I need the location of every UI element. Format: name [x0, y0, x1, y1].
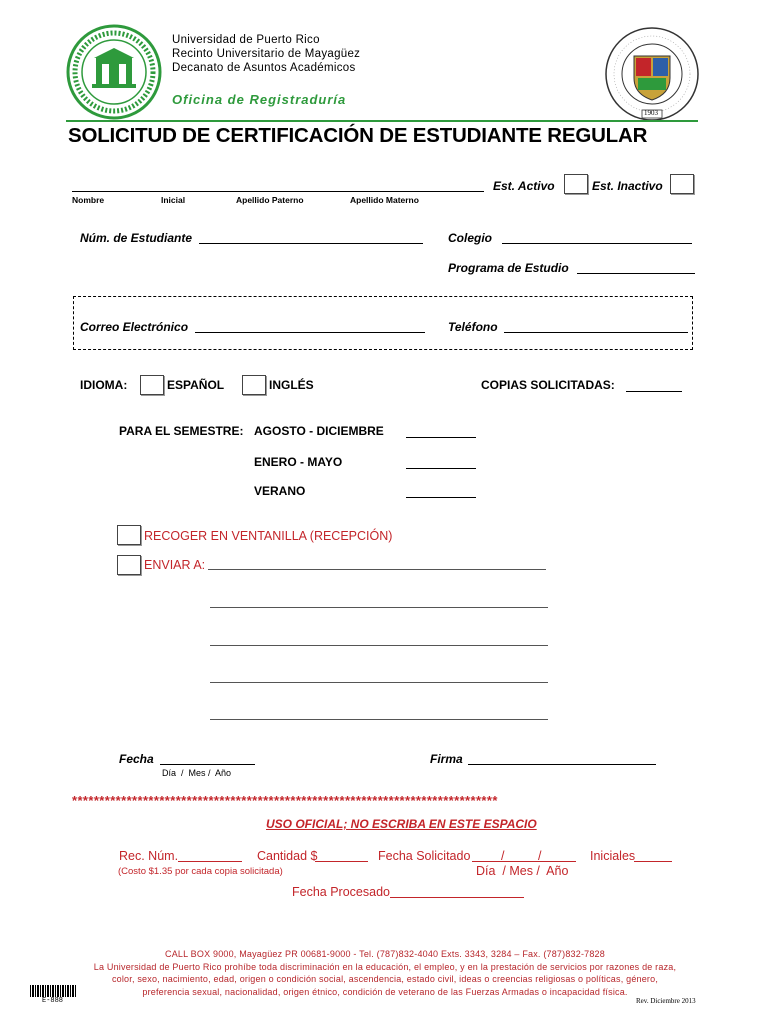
- footer-policy-3: preferencia sexual, nacionalidad, origen étnico, condición de veterano de las Fuerzas Armadas o incapacidad física.: [142, 986, 628, 997]
- footer-policy-2: color, sexo, nacimiento, edad, origen o condición social, ascendencia, estado civil, ideas o creencias religiosas o políticas, género,: [111, 974, 659, 984]
- signature-input[interactable]: [468, 764, 656, 765]
- seal-year: 1903: [644, 109, 658, 117]
- semester-summer-input[interactable]: [406, 497, 476, 498]
- quantity-input[interactable]: [315, 861, 368, 862]
- status-inactive-checkbox[interactable]: [670, 174, 694, 194]
- send-to-label: ENVIAR A:: [144, 558, 206, 572]
- semester-aug-dec-input[interactable]: [406, 437, 476, 438]
- form-barcode: [30, 985, 76, 997]
- english-checkbox[interactable]: [242, 375, 266, 395]
- name-input-line[interactable]: [72, 191, 484, 192]
- semester-summer: VERANO: [254, 484, 306, 498]
- receipt-input[interactable]: [178, 861, 242, 862]
- official-date-format: Día / Mes / Año: [476, 864, 569, 878]
- student-number-label: Núm. de Estudiante: [80, 231, 193, 245]
- paternal-surname-sublabel: Apellido Paterno: [236, 195, 304, 205]
- receipt-label: Rec. Núm.: [119, 849, 179, 863]
- form-title: SOLICITUD DE CERTIFICACIÓN DE ESTUDIANTE REGULAR: [68, 124, 648, 147]
- address-line-5[interactable]: [210, 719, 548, 720]
- initial-sublabel: Inicial: [161, 195, 186, 205]
- college-label: Colegio: [448, 231, 492, 245]
- status-inactive-label: Est. Inactivo: [592, 179, 663, 193]
- semester-label: PARA EL SEMESTRE:: [119, 424, 244, 438]
- form-code: E-888: [42, 997, 64, 1005]
- address-line-3[interactable]: [210, 645, 548, 646]
- date-requested-input[interactable]: [472, 861, 576, 862]
- upr-seal-logo: [604, 26, 700, 122]
- email-input[interactable]: [195, 332, 425, 333]
- date-input[interactable]: [160, 764, 255, 765]
- footer-policy-1: La Universidad de Puerto Rico prohíbe toda discriminación en la educación, el empleo, y en la prestación de servicios por razones de raza,: [93, 961, 677, 972]
- phone-input[interactable]: [504, 332, 688, 333]
- address-line-4[interactable]: [210, 682, 548, 683]
- address-line-1[interactable]: [208, 569, 546, 570]
- email-label: Correo Electrónico: [80, 320, 189, 334]
- office-name: Oficina de Registraduría: [172, 92, 347, 107]
- cost-note: (Costo $1.35 por cada copia solicitada): [118, 866, 283, 877]
- address-line-2[interactable]: [210, 607, 548, 608]
- quantity-label: Cantidad $: [257, 849, 318, 863]
- date-format-hint: Día / Mes / Año: [162, 768, 232, 778]
- pickup-label: RECOGER EN VENTANILLA (RECEPCIÓN): [144, 529, 393, 543]
- status-active-label: Est. Activo: [493, 179, 555, 193]
- official-divider-stars: ******************************************************************************: [72, 793, 498, 808]
- copies-input[interactable]: [626, 391, 682, 392]
- copies-label: COPIAS SOLICITADAS:: [481, 378, 615, 392]
- deanship-name: Decanato de Asuntos Académicos: [172, 62, 356, 74]
- send-to-checkbox[interactable]: [117, 555, 141, 575]
- english-label: INGLÉS: [269, 378, 314, 392]
- semester-aug-dec: AGOSTO - DICIEMBRE: [254, 424, 384, 438]
- initials-label: Iniciales: [590, 849, 636, 863]
- language-label: IDIOMA:: [80, 378, 128, 392]
- footer-address: CALL BOX 9000, Mayagüez PR 00681-9000 - Tel. (787)832-4040 Exts. 3343, 3284 – Fax. (787)832-7828: [165, 949, 605, 959]
- initials-input[interactable]: [634, 861, 672, 862]
- semester-jan-may: ENERO - MAYO: [254, 455, 343, 469]
- status-active-checkbox[interactable]: [564, 174, 588, 194]
- maternal-surname-sublabel: Apellido Materno: [350, 195, 419, 205]
- spanish-label: ESPAÑOL: [167, 378, 225, 392]
- date-requested-label: Fecha Solicitado: [378, 849, 471, 863]
- college-input[interactable]: [502, 243, 692, 244]
- official-use-heading: USO OFICIAL; NO ESCRIBA EN ESTE ESPACIO: [266, 817, 537, 831]
- date-processed-label: Fecha Procesado: [292, 885, 390, 899]
- date-label: Fecha: [119, 752, 154, 766]
- semester-jan-may-input[interactable]: [406, 468, 476, 469]
- program-label: Programa de Estudio: [448, 261, 569, 275]
- header-divider: [66, 120, 698, 122]
- pickup-checkbox[interactable]: [117, 525, 141, 545]
- phone-label: Teléfono: [448, 320, 498, 334]
- program-input[interactable]: [577, 273, 695, 274]
- student-number-input[interactable]: [199, 243, 423, 244]
- spanish-checkbox[interactable]: [140, 375, 164, 395]
- rum-seal-logo: [66, 24, 162, 120]
- date-requested-slash-1: /: [501, 849, 505, 863]
- campus-name: Recinto Universitario de Mayagüez: [172, 48, 361, 60]
- date-processed-input[interactable]: [390, 897, 524, 898]
- revision-date: Rev. Diciembre 2013: [636, 997, 696, 1005]
- signature-label: Firma: [430, 752, 463, 766]
- date-requested-slash-2: /: [538, 849, 542, 863]
- name-sublabel: Nombre: [72, 195, 105, 205]
- university-name: Universidad de Puerto Rico: [172, 34, 320, 46]
